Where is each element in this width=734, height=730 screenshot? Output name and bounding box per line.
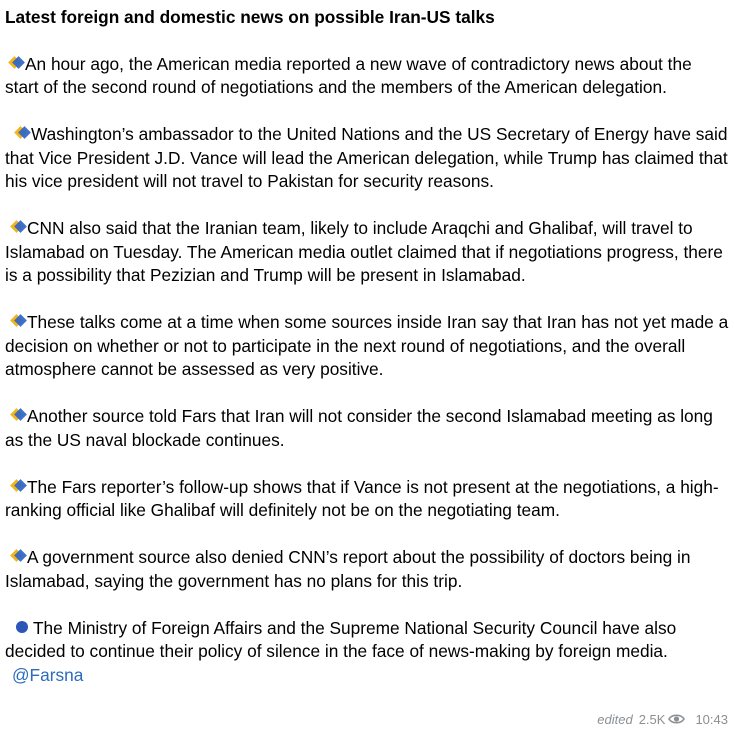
message-paragraph: [5, 217, 729, 288]
message-paragraph: [5, 123, 729, 194]
edited-label: edited: [597, 711, 633, 727]
diamond-bullet-icon: [5, 409, 27, 423]
message-paragraph: [5, 476, 729, 523]
view-count: 2.5K: [638, 711, 666, 727]
message-paragraph: [5, 617, 729, 664]
message-time: 10:43: [695, 711, 728, 727]
diamond-bullet-icon: [5, 550, 27, 564]
diamond-bullet-icon: [5, 480, 27, 494]
eye-icon: [668, 713, 685, 725]
channel-handle-link[interactable]: @Farsna: [12, 664, 84, 685]
paragraph-text: These talks come at a time when some sources inside Iran say that Iran has not yet made a decision on whether or not to participate in the next round of negotiations, and the overall atmosphere cannot be assessed as very positive.: [5, 312, 729, 379]
diamond-bullet-icon: [5, 127, 31, 141]
paragraph-text: CNN also said that the Iranian team, likely to include Araqchi and Ghalibaf, will travel to Islamabad on Tuesday. The American media outlet claimed that if negotiations progress, there is a possibility that Pezizian and Trump will be present in Islamabad.: [5, 218, 723, 285]
paragraph-text: Washington’s ambassador to the United Nations and the US Secretary of Energy have said that Vice President J.D. Vance will lead the American delegation, while Trump has claimed that his vice president will not travel to Pakistan for security reasons.: [5, 124, 728, 191]
paragraph-text: An hour ago, the American media reported a new wave of contradictory news about the start of the second round of negotiations and the members of the American delegation.: [5, 53, 692, 97]
message-meta: [597, 708, 728, 730]
message-paragraph: [5, 546, 729, 593]
diamond-bullet-icon: [5, 57, 25, 71]
paragraph-text: The Ministry of Foreign Affairs and the Supreme National Security Council have also decided to continue their policy of silence in the face of news-making by foreign media.: [5, 617, 677, 661]
paragraph-text: A government source also denied CNN’s report about the possibility of doctors being in Islamabad, saying the government has no plans for this trip.: [5, 547, 691, 591]
message-title: Latest foreign and domestic news on possible Iran-US talks: [5, 7, 495, 27]
message-paragraph: [5, 405, 729, 452]
message-paragraph: [5, 311, 729, 382]
diamond-bullet-icon: [5, 315, 27, 329]
paragraph-text: Another source told Fars that Iran will not consider the second Islamabad meeting as long as the US naval blockade continues.: [5, 406, 713, 450]
diamond-bullet-icon: [5, 221, 27, 235]
circle-bullet-icon: [5, 621, 33, 635]
message-paragraph: [5, 53, 729, 100]
paragraph-text: The Fars reporter’s follow-up shows that if Vance is not present at the negotiations, a high-ranking official like Ghalibaf will definitely not be on the negotiating team.: [5, 476, 719, 520]
